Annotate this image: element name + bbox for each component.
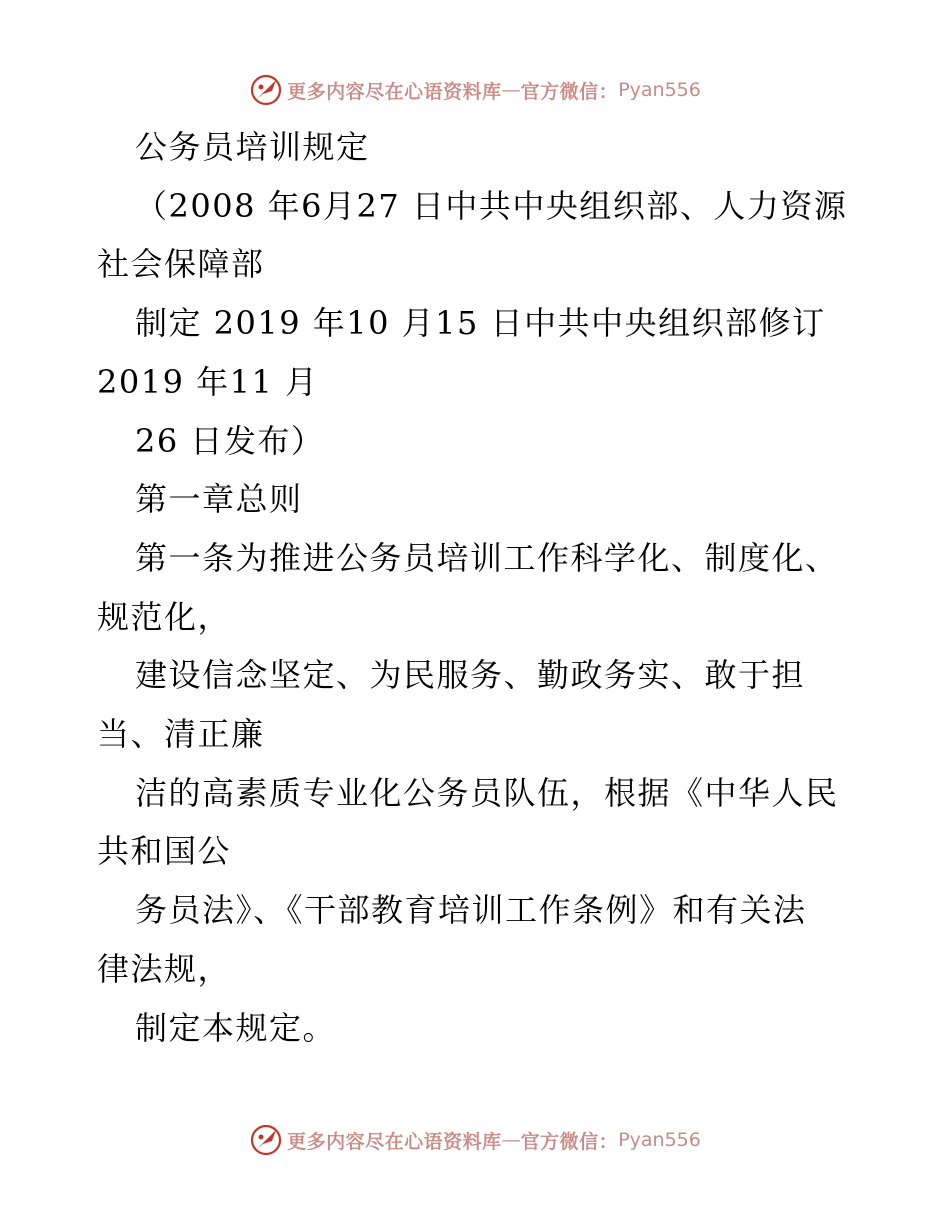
banner-separator: — bbox=[501, 1129, 521, 1151]
quill-logo-icon bbox=[249, 73, 283, 107]
banner-main-text: 更多内容尽在心语资料库 bbox=[287, 80, 502, 103]
quill-logo-icon bbox=[249, 1123, 283, 1157]
doc-line: 规范化， bbox=[97, 597, 232, 636]
doc-line: 社会保障部 bbox=[97, 245, 265, 284]
document-body bbox=[97, 118, 867, 1057]
header-watermark bbox=[0, 70, 950, 110]
doc-line: 务员法》、《干部教育培训工作条例》和有关法 bbox=[135, 891, 807, 930]
chapter-heading: 第一章总则 bbox=[135, 480, 303, 519]
banner-wechat-id: Pyan556 bbox=[618, 79, 701, 101]
banner-label: 官方微信： bbox=[520, 80, 619, 103]
doc-line: 26 日发布） bbox=[135, 421, 325, 460]
banner-separator: — bbox=[501, 79, 521, 101]
footer-watermark bbox=[0, 1120, 950, 1160]
doc-line: 律法规， bbox=[97, 949, 232, 988]
banner-main-text: 更多内容尽在心语资料库 bbox=[287, 1130, 502, 1153]
doc-line: （2008 年6月27 日中共中央组织部、人力资源 bbox=[135, 186, 848, 225]
doc-title: 公务员培训规定 bbox=[135, 128, 370, 166]
doc-line: 当、清正廉 bbox=[97, 715, 265, 754]
banner-wechat-id: Pyan556 bbox=[618, 1129, 701, 1151]
doc-line: 制定 2019 年10 月15 日中共中央组织部修订 bbox=[135, 304, 826, 343]
doc-line: 共和国公 bbox=[97, 832, 232, 871]
doc-line: 2019 年11 月 bbox=[97, 362, 319, 401]
doc-line: 建设信念坚定、为民服务、勤政务实、敢于担 bbox=[135, 656, 806, 695]
doc-line: 制定本规定。 bbox=[135, 1008, 337, 1047]
doc-line: 洁的高素质专业化公务员队伍，根据《中华人民 bbox=[135, 773, 839, 812]
banner-label: 官方微信： bbox=[520, 1130, 619, 1153]
doc-line: 第一条为推进公务员培训工作科学化、制度化、 bbox=[135, 538, 839, 577]
